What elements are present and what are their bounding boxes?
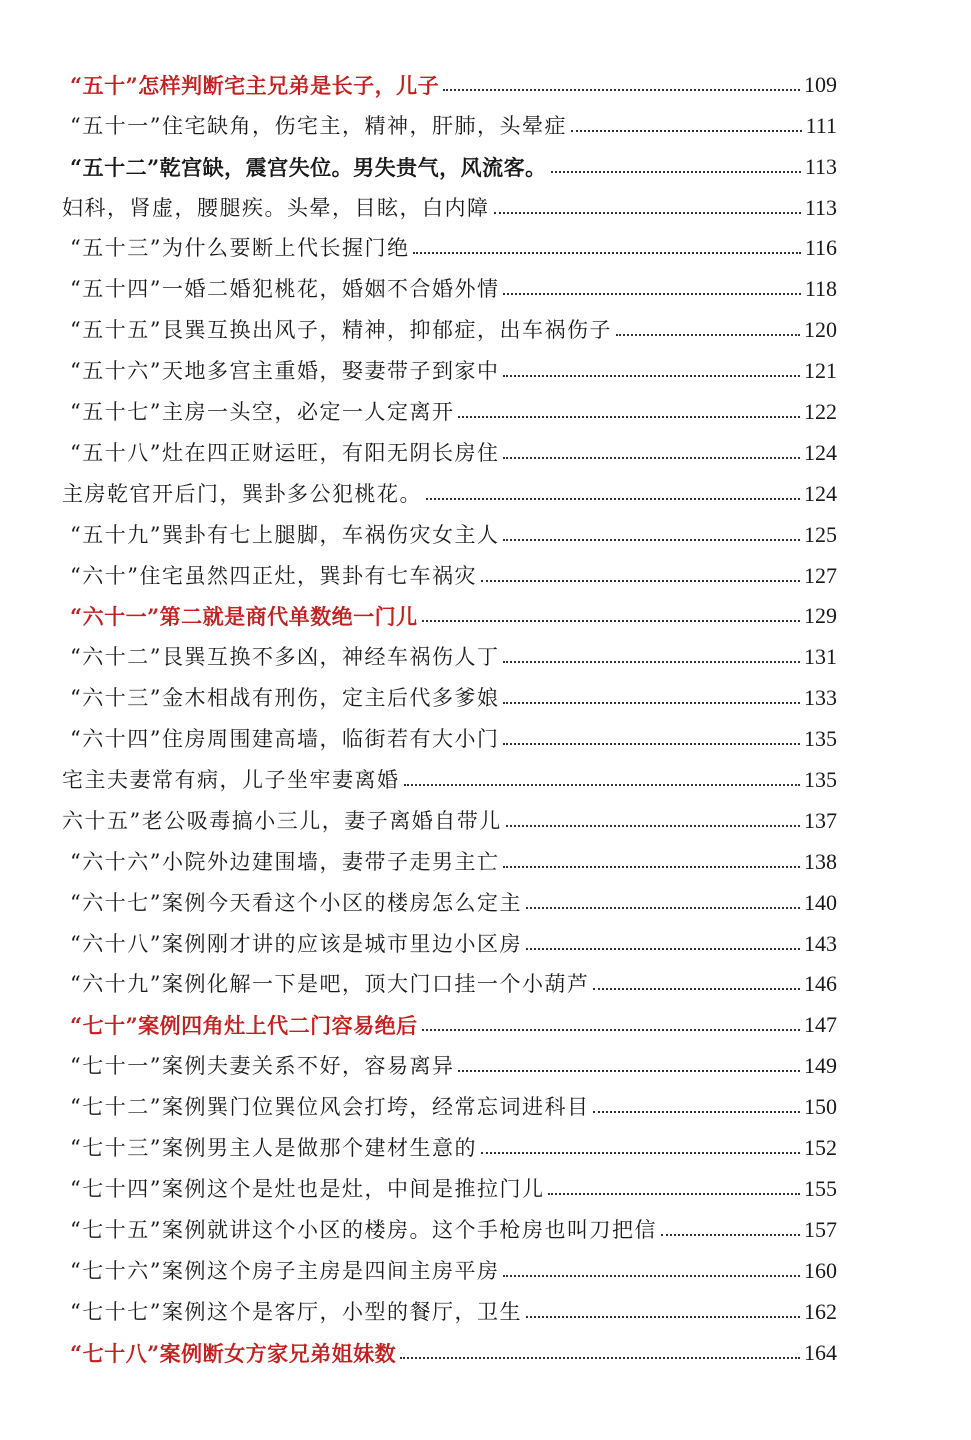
toc-entry-title: “五十五”艮巽互换出风子，精神，抑郁症，出车祸伤子 — [70, 318, 612, 343]
toc-entry-page-number: 143 — [804, 930, 837, 956]
toc-entry-page-number: 125 — [804, 521, 837, 547]
toc-leader-dots — [526, 907, 800, 909]
toc-entry-title: “七十”案例四角灶上代二门容易绝后 — [70, 1013, 418, 1039]
toc-entry-page-number: 135 — [804, 726, 837, 752]
toc-entry-page-number: 124 — [804, 480, 837, 506]
toc-entry-page-number: 133 — [804, 685, 837, 711]
toc-leader-dots — [503, 702, 800, 704]
toc-leader-dots — [481, 580, 800, 582]
toc-leader-dots — [503, 743, 800, 745]
toc-leader-dots — [526, 948, 800, 950]
toc-entry — [62, 140, 837, 181]
toc-entry-page-number: 131 — [804, 644, 837, 670]
toc-entry-page-number: 149 — [804, 1053, 837, 1079]
toc-leader-dots — [661, 1234, 800, 1236]
toc-leader-dots — [458, 416, 800, 418]
toc-entry-title: 六十五”老公吸毒搞小三儿，妻子离婚自带儿 — [62, 808, 502, 833]
toc-entry — [62, 1121, 837, 1162]
toc-entry-title: “五十三”为什么要断上代长握门绝 — [70, 236, 410, 261]
toc-entry — [62, 590, 837, 631]
toc-entry — [62, 671, 837, 712]
toc-entry-page-number: 147 — [804, 1012, 837, 1038]
toc-entry — [62, 1162, 837, 1203]
toc-entry — [62, 958, 837, 999]
toc-entry-page-number: 155 — [804, 1175, 837, 1201]
toc-leader-dots — [526, 1316, 800, 1318]
toc-leader-dots — [458, 1070, 800, 1072]
toc-entry-title: “六十一”第二就是商代单数绝一门儿 — [70, 604, 418, 630]
toc-entry-title: “六十”住宅虽然四正灶，巽卦有七车祸灾 — [70, 563, 477, 588]
toc-entry-page-number: 116 — [804, 235, 837, 261]
toc-entry — [62, 467, 837, 508]
toc-entry-title: “六十八”案例刚才讲的应该是城市里边小区房 — [70, 931, 522, 956]
toc-entry-title: “六十六”小院外边建围墙，妻带子走男主亡 — [70, 849, 500, 874]
toc-entry-page-number: 150 — [804, 1094, 837, 1120]
toc-entry-title: “七十五”案例就讲这个小区的楼房。这个手枪房也叫刀把信 — [70, 1217, 657, 1242]
toc-entry-title: “五十二”乾宫缺，震宫失位。男失贵气，风流客。 — [70, 154, 547, 180]
toc-leader-dots — [404, 784, 801, 786]
toc-entry-title: “六十三”金木相战有刑伤，定主后代多爹娘 — [70, 686, 500, 711]
toc-leader-dots — [422, 1029, 800, 1031]
toc-entry-page-number: 162 — [804, 1298, 837, 1324]
toc-entry-title: “六十四”住房周围建高墙，临街若有大小门 — [70, 727, 500, 752]
toc-entry-page-number: 157 — [804, 1216, 837, 1242]
toc-entry — [62, 1203, 837, 1244]
toc-entry-title: 宅主夫妻常有病，儿子坐牢妻离婚 — [62, 768, 400, 793]
toc-entry-page-number: 135 — [804, 767, 837, 793]
toc-entry-page-number: 124 — [804, 439, 837, 465]
toc-entry — [62, 99, 837, 140]
toc-entry-page-number: 120 — [804, 317, 837, 343]
toc-entry-title: “五十一”住宅缺角，伤宅主，精神，肝肺，头晕症 — [70, 113, 567, 138]
toc-entry-title: “七十七”案例这个是客厅，小型的餐厅，卫生 — [70, 1299, 522, 1324]
toc-leader-dots — [503, 539, 800, 541]
toc-leader-dots — [571, 130, 802, 132]
toc-entry — [62, 1080, 837, 1121]
table-of-contents — [62, 58, 837, 1367]
toc-entry-title: “六十七”案例今天看这个小区的楼房怎么定主 — [70, 890, 522, 915]
toc-entry-title: “七十二”案例巽门位巽位风会打垮，经常忘词进科目 — [70, 1095, 590, 1120]
toc-entry — [62, 508, 837, 549]
toc-leader-dots — [481, 1152, 800, 1154]
toc-entry — [62, 549, 837, 590]
toc-leader-dots — [593, 1111, 800, 1113]
toc-entry — [62, 835, 837, 876]
toc-entry — [62, 794, 837, 835]
toc-entry-page-number: 121 — [804, 358, 837, 384]
toc-entry-title: 主房乾官开后门，巽卦多公犯桃花。 — [62, 481, 422, 506]
toc-leader-dots — [413, 252, 800, 254]
toc-entry — [62, 630, 837, 671]
toc-leader-dots — [616, 334, 800, 336]
toc-entry-page-number: 129 — [804, 603, 837, 629]
toc-entry — [62, 1039, 837, 1080]
toc-entry-page-number: 111 — [805, 112, 837, 138]
toc-leader-dots — [422, 620, 800, 622]
toc-leader-dots — [494, 212, 801, 214]
toc-entry-page-number: 109 — [804, 71, 837, 97]
toc-entry-title: “五十六”天地多宫主重婚，娶妻带子到家中 — [70, 359, 500, 384]
toc-entry — [62, 222, 837, 263]
toc-leader-dots — [548, 1193, 800, 1195]
toc-entry-title: “七十一”案例夫妻关系不好，容易离异 — [70, 1054, 455, 1079]
toc-entry-title: “六十九”案例化解一下是吧，顶大门口挂一个小葫芦 — [70, 972, 590, 997]
toc-entry-page-number: 138 — [804, 848, 837, 874]
toc-entry-title: “七十三”案例男主人是做那个建材生意的 — [70, 1136, 477, 1161]
toc-leader-dots — [426, 498, 800, 500]
toc-leader-dots — [503, 457, 800, 459]
toc-entry-page-number: 127 — [804, 562, 837, 588]
toc-entry-title: “七十六”案例这个房子主房是四间主房平房 — [70, 1258, 500, 1283]
toc-entry — [62, 1326, 837, 1367]
toc-entry-title: “五十九”巽卦有七上腿脚，车祸伤灾女主人 — [70, 522, 500, 547]
toc-entry — [62, 876, 837, 917]
toc-entry-title: “七十八”案例断女方家兄弟姐妹数 — [70, 1340, 397, 1366]
toc-entry — [62, 712, 837, 753]
toc-entry — [62, 1285, 837, 1326]
toc-entry-page-number: 152 — [804, 1135, 837, 1161]
toc-entry — [62, 998, 837, 1039]
toc-entry — [62, 58, 837, 99]
toc-entry-title: “六十二”艮巽互换不多凶，神经车祸伤人丁 — [70, 645, 500, 670]
toc-entry — [62, 917, 837, 958]
toc-entry-title: “七十四”案例这个是灶也是灶，中间是推拉门儿 — [70, 1176, 545, 1201]
toc-entry-page-number: 164 — [804, 1339, 837, 1365]
toc-entry-page-number: 113 — [804, 153, 837, 179]
toc-entry — [62, 1244, 837, 1285]
toc-entry-page-number: 146 — [804, 971, 837, 997]
toc-leader-dots — [503, 866, 800, 868]
toc-entry — [62, 303, 837, 344]
toc-leader-dots — [503, 375, 800, 377]
toc-entry-page-number: 160 — [804, 1257, 837, 1283]
toc-entry — [62, 753, 837, 794]
toc-entry — [62, 181, 837, 222]
toc-entry-page-number: 118 — [804, 276, 837, 302]
toc-leader-dots — [503, 1275, 800, 1277]
toc-entry — [62, 385, 837, 426]
toc-entry-title: “五十”怎样判断宅主兄弟是长子，儿子 — [70, 72, 440, 98]
toc-leader-dots — [400, 1357, 800, 1359]
toc-entry-page-number: 113 — [804, 194, 837, 220]
toc-entry-title: “五十四”一婚二婚犯桃花，婚姻不合婚外情 — [70, 277, 500, 302]
toc-leader-dots — [506, 825, 800, 827]
toc-entry-title: “五十七”主房一头空，必定一人定离开 — [70, 400, 455, 425]
toc-leader-dots — [503, 293, 800, 295]
toc-entry-page-number: 137 — [804, 807, 837, 833]
toc-entry-page-number: 140 — [804, 889, 837, 915]
toc-entry — [62, 344, 837, 385]
toc-entry-title: 妇科，肾虚，腰腿疾。头晕，目眩，白内障 — [62, 195, 490, 220]
toc-entry-title: “五十八”灶在四正财运旺，有阳无阴长房住 — [70, 440, 500, 465]
toc-entry-page-number: 122 — [804, 399, 837, 425]
toc-leader-dots — [593, 988, 800, 990]
toc-entry — [62, 426, 837, 467]
toc-entry — [62, 262, 837, 303]
toc-leader-dots — [443, 89, 800, 91]
toc-leader-dots — [503, 661, 800, 663]
toc-leader-dots — [551, 171, 801, 173]
